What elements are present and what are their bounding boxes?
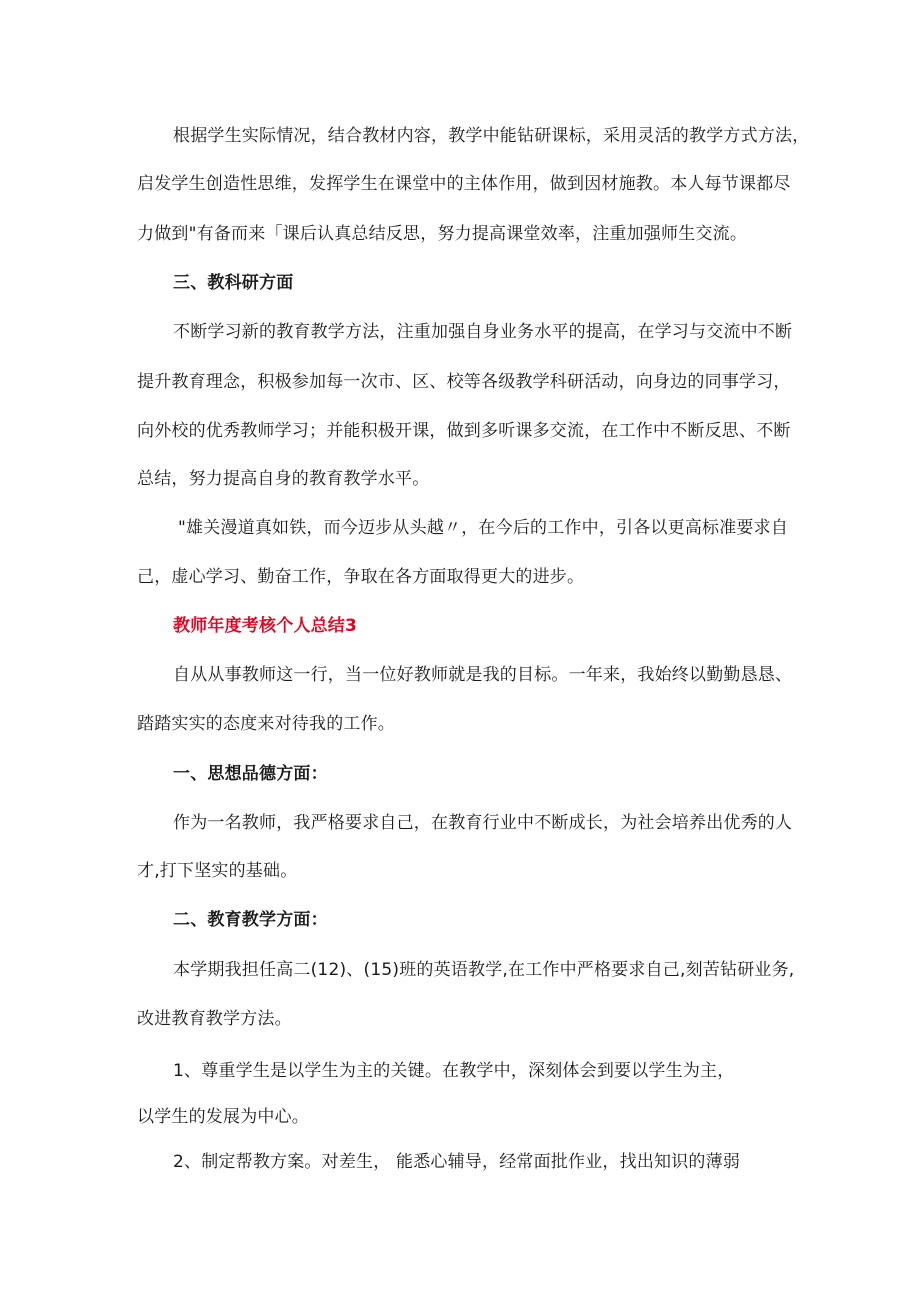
section-heading-teaching: 二、教育教学方面： [173, 910, 328, 930]
section-heading-ethics: 一、思想品德方面： [173, 764, 328, 784]
paragraph-line: "雄关漫道真如铁，而今迈步从头越〃，在今后的工作中，引各以更高标准要求自 [178, 518, 789, 538]
paragraph-line: 自从从事教师这一行，当一位好教师就是我的目标。一年来，我始终以勤勤恳恳、 [173, 665, 793, 685]
paragraph-line: 总结，努力提高自身的教育教学水平。 [137, 469, 430, 489]
list-item: 1、尊重学生是以学生为主的关键。在教学中，深刻体会到要以学生为主， [173, 1061, 735, 1081]
paragraph-line: 己，虚心学习、勤奋工作，争取在各方面取得更大的进步。 [137, 567, 585, 587]
paragraph-line: 以学生的发展为中心。 [137, 1107, 309, 1127]
paragraph-line: 不断学习新的教育教学方法，注重加强自身业务水平的提高，在学习与交流中不断 [173, 322, 793, 342]
paragraph-line: 才,打下坚实的基础。 [137, 861, 298, 881]
section-heading-research: 三、教科研方面 [173, 273, 294, 293]
list-item: 2、制定帮教方案。对差生， 能悉心辅导，经常面批作业，找出知识的薄弱 [173, 1152, 741, 1172]
document-title-summary-3: 教师年度考核个人总结3 [173, 616, 358, 636]
paragraph-line: 踏踏实实的态度来对待我的工作。 [137, 714, 395, 734]
paragraph-line: 本学期我担任高二(12)、(15)班的英语教学,在工作中严格要求自己,刻苦钻研业务, [173, 960, 795, 980]
paragraph-line: 提升教育理念，积极参加每一次市、区、校等各级教学科研活动，向身边的同事学习， [137, 372, 791, 392]
paragraph-line: 作为一名教师，我严格要求自己，在教育行业中不断成长，为社会培养出优秀的人 [173, 813, 793, 833]
paragraph-line: 根据学生实际情况，结合教材内容，教学中能钻研课标，采用灵活的教学方式方法， [173, 126, 810, 146]
paragraph-line: 力做到"有备而来「课后认真总结反思，努力提高课堂效率，注重加强师生交流。 [137, 224, 748, 244]
paragraph-line: 启发学生创造性思维，发挥学生在课堂中的主体作用，做到因材施教。本人每节课都尽 [137, 174, 791, 194]
paragraph-line: 改进教育教学方法。 [137, 1009, 292, 1029]
paragraph-line: 向外校的优秀教师学习；并能积极开课，做到多听课多交流，在工作中不断反思、不断 [137, 421, 791, 441]
